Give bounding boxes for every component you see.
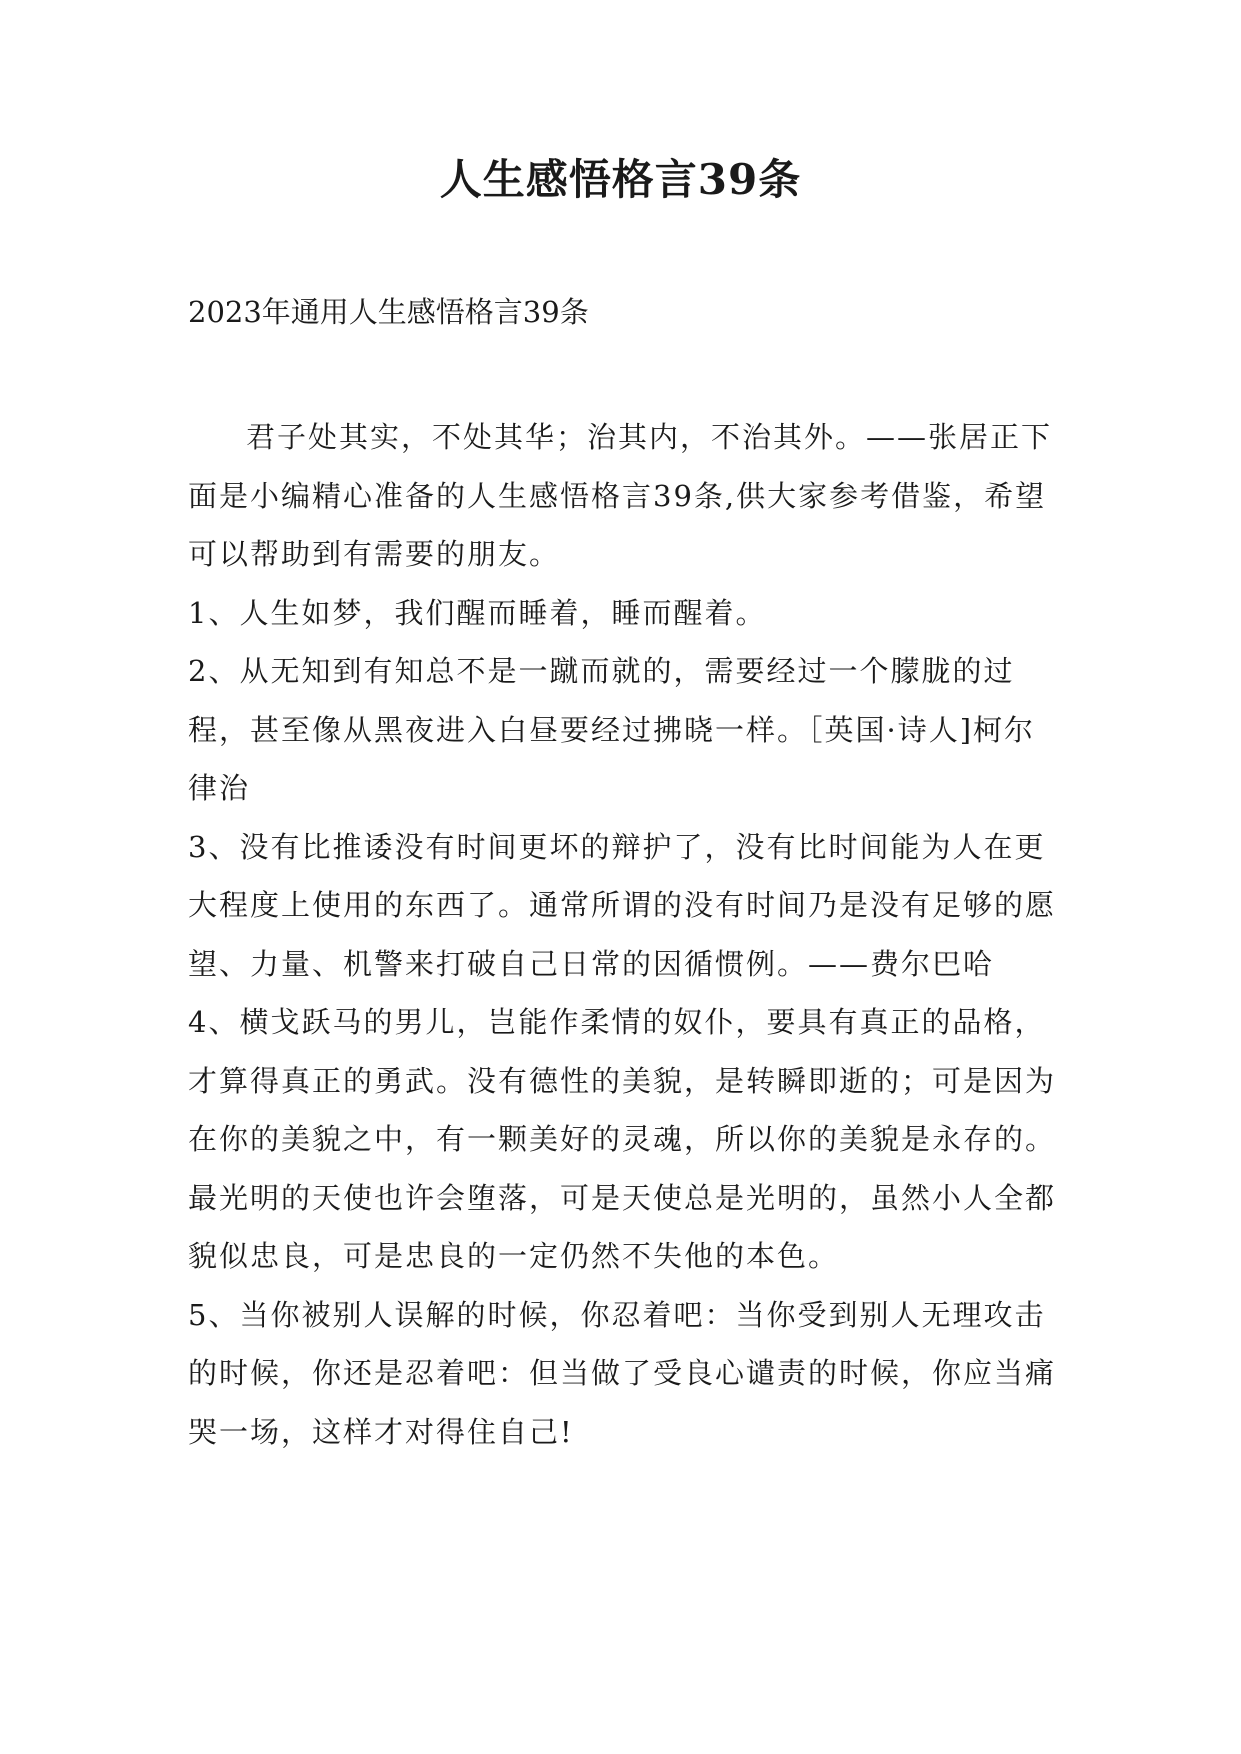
quote-item-5: 5、当你被别人误解的时候，你忍着吧：当你受到别人无理攻击的时候，你还是忍着吧：但当做了受良心谴责的时候，你应当痛哭一场，这样才对得住自己!	[188, 1297, 1057, 1449]
document-subtitle: 2023年通用人生感悟格言39条	[188, 295, 589, 329]
document-title: 人生感悟格言39条	[439, 155, 802, 204]
quote-item-1: 1、人生如梦，我们醒而睡着，睡而醒着。	[188, 595, 767, 630]
quote-item-3: 3、没有比推诿没有时间更坏的辩护了，没有比时间能为人在更大程度上使用的东西了。通常所谓的没有时间乃是没有足够的愿望、力量、机警来打破自己日常的因循惯例。——费尔巴哈	[188, 829, 1057, 981]
intro-paragraph: 君子处其实，不处其华；治其内，不治其外。——张居正下面是小编精心准备的人生感悟格言39条,供大家参考借鉴，希望可以帮助到有需要的朋友。	[188, 420, 1053, 571]
quote-item-4: 4、横戈跃马的男儿，岂能作柔情的奴仆，要具有真正的品格，才算得真正的勇武。没有德性的美貌，是转瞬即逝的；可是因为在你的美貌之中，有一颗美好的灵魂，所以你的美貌是永存的。最光明的天使也许会堕落，可是天使总是光明的，虽然小人全都貌似忠良，可是忠良的一定仍然不失他的本色。	[188, 1005, 1057, 1273]
document-body	[188, 408, 1056, 1461]
quote-item-2: 2、从无知到有知总不是一蹴而就的，需要经过一个朦胧的过程，甚至像从黑夜进入白昼要经过拂晓一样。［英国·诗人]柯尔律治	[188, 654, 1036, 805]
